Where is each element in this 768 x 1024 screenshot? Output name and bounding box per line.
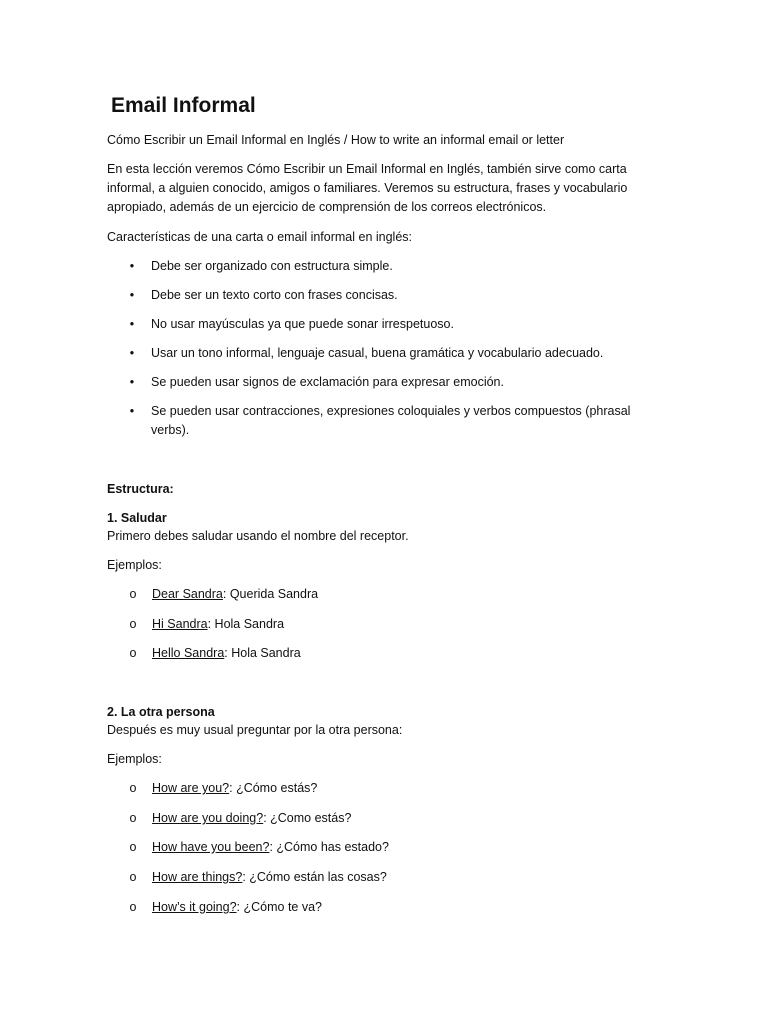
list-item xyxy=(127,344,647,363)
example-item xyxy=(128,585,648,604)
example-english: How have you been? xyxy=(152,840,270,854)
bullet-icon: • xyxy=(129,404,135,418)
section1-examples-label: Ejemplos: xyxy=(107,558,162,572)
sub-bullet-icon: o xyxy=(129,870,137,884)
example-english: How are things? xyxy=(152,870,243,884)
example-spanish: : ¿Cómo has estado? xyxy=(269,840,389,854)
bullet-icon: • xyxy=(129,288,135,302)
bullet-icon: • xyxy=(129,346,135,360)
example-item xyxy=(128,868,648,887)
subtitle: Cómo Escribir un Email Informal en Inglés / How to write an informal email or letter xyxy=(107,133,565,147)
list-item-text: Usar un tono informal, lenguaje casual, buena gramática y vocabulario adecuado. xyxy=(151,346,604,360)
structure-heading: Estructura: xyxy=(107,482,174,496)
intro-paragraph: En esta lección veremos Cómo Escribir un Email Informal en Inglés, también sirve como carta informal, a alguien conocido, amigos o familiares. Veremos su estructura, frases y vocabulario apropiado, además de un ejercicio de comprensión de los correos electrónicos. xyxy=(107,162,628,214)
example-item xyxy=(128,898,648,917)
example-english: How are you? xyxy=(152,781,230,795)
list-item xyxy=(127,286,647,305)
list-item-text: Debe ser organizado con estructura simple. xyxy=(151,259,393,273)
example-english: Hello Sandra xyxy=(152,646,225,660)
list-item-text: Debe ser un texto corto con frases concisas. xyxy=(151,288,398,302)
example-spanish: : Hola Sandra xyxy=(207,617,285,631)
sub-bullet-icon: o xyxy=(129,781,137,795)
characteristics-heading: Características de una carta o email informal en inglés: xyxy=(107,230,413,244)
sub-bullet-icon: o xyxy=(129,811,137,825)
list-item xyxy=(127,257,647,276)
sub-bullet-icon: o xyxy=(129,617,137,631)
list-item xyxy=(127,402,647,440)
page-title: Email Informal xyxy=(111,94,256,117)
list-item-text: Se pueden usar contracciones, expresiones coloquiales y verbos compuestos (phrasal verbs). xyxy=(151,404,631,437)
example-spanish: : ¿Cómo estás? xyxy=(229,781,318,795)
example-spanish: : Querida Sandra xyxy=(222,587,319,601)
sub-bullet-icon: o xyxy=(129,840,137,854)
section1-description: Primero debes saludar usando el nombre del receptor. xyxy=(107,529,409,543)
example-item xyxy=(128,644,648,663)
example-english: Hi Sandra xyxy=(152,617,208,631)
list-item-text: Se pueden usar signos de exclamación para expresar emoción. xyxy=(151,375,504,389)
list-item xyxy=(127,315,647,334)
example-spanish: : ¿Como estás? xyxy=(263,811,352,825)
example-item xyxy=(128,615,648,634)
bullet-icon: • xyxy=(129,259,135,273)
example-item xyxy=(128,779,648,798)
example-spanish: : Hola Sandra xyxy=(224,646,301,660)
sub-bullet-icon: o xyxy=(129,587,137,601)
example-english: How are you doing? xyxy=(152,811,264,825)
section2-heading: 2. La otra persona xyxy=(107,705,215,719)
section2-examples-label: Ejemplos: xyxy=(107,752,162,766)
bullet-icon: • xyxy=(129,375,135,389)
sub-bullet-icon: o xyxy=(129,646,137,660)
example-item xyxy=(128,809,648,828)
section1-heading: 1. Saludar xyxy=(107,511,167,525)
example-english: Dear Sandra xyxy=(152,587,223,601)
bullet-icon: • xyxy=(129,317,135,331)
example-item xyxy=(128,838,648,857)
section2-description: Después es muy usual preguntar por la otra persona: xyxy=(107,723,403,737)
example-spanish: : ¿Cómo están las cosas? xyxy=(242,870,387,884)
example-spanish: : ¿Cómo te va? xyxy=(236,900,322,914)
example-english: How’s it going? xyxy=(152,900,237,914)
list-item xyxy=(127,373,647,392)
list-item-text: No usar mayúsculas ya que puede sonar irrespetuoso. xyxy=(151,317,454,331)
sub-bullet-icon: o xyxy=(129,900,137,914)
